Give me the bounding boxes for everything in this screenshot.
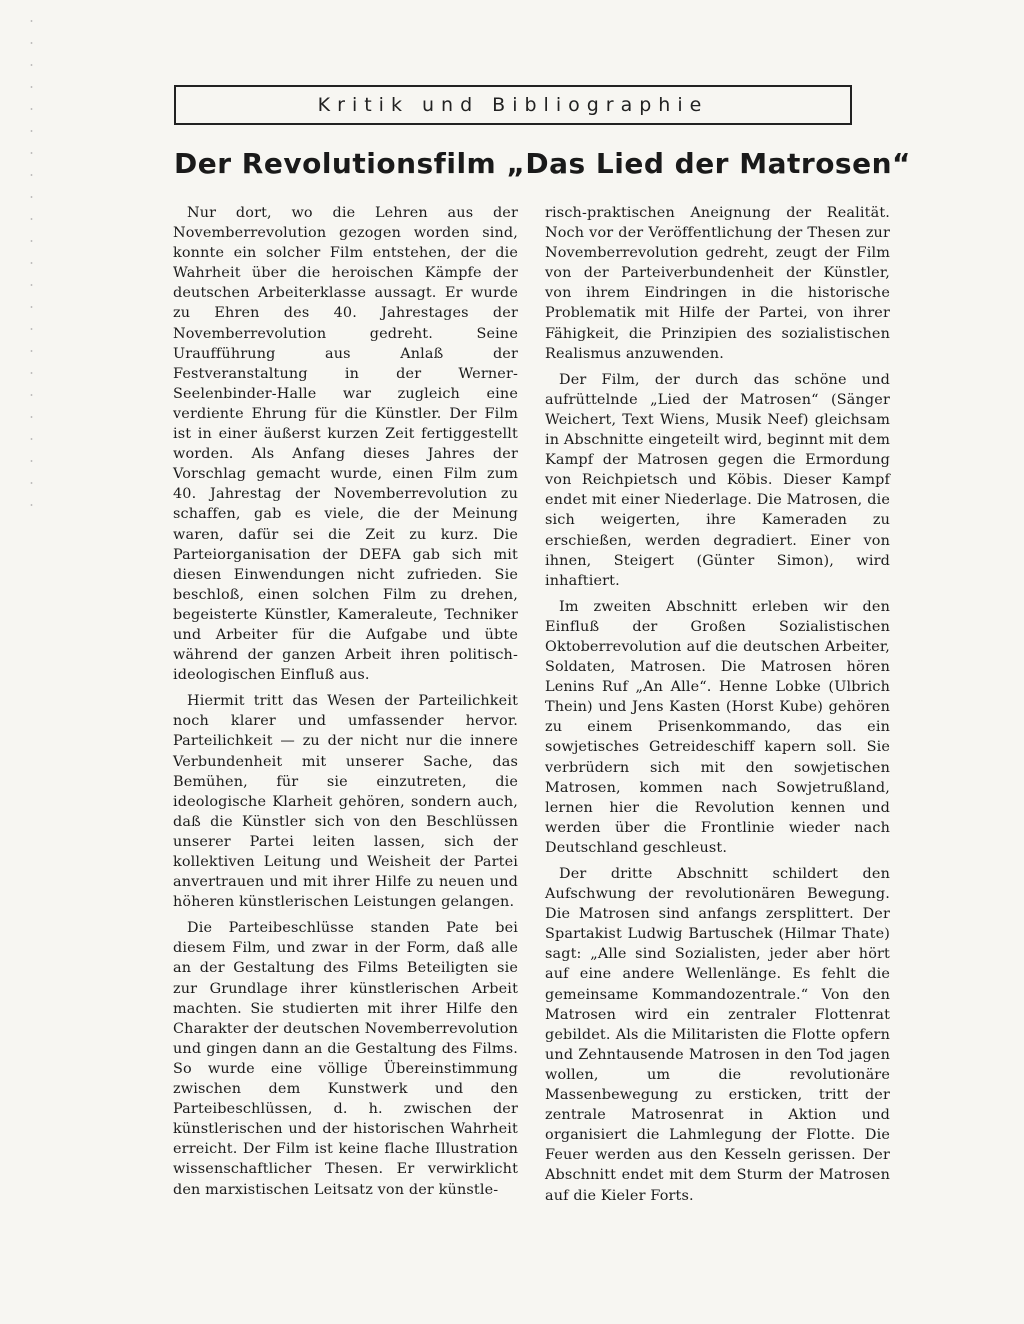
paragraph: Im zweiten Abschnitt erleben wir den Einfluß der Großen Sozialistischen Oktoberrevolution auf die deutschen Arbeiter, Soldaten, Matrosen. Die Matrosen hören Lenins Ruf „An Alle“. Henne Lobke (Ulbrich Thein) und Jens Kasten (Horst Kube) gehören zu einem Prisenkommando, das ein sowjetisches Getreideschiff kapern soll. Sie verbrüdern sich mit den sowjetischen Matrosen, kommen nach Sowjetrußland, lernen hier die Revolution kennen und werden über die Frontlinie wieder nach Deutschland geschleust.: [545, 598, 890, 856]
section-title: Kritik und Bibliographie: [317, 94, 709, 116]
paragraph-continuation: risch-praktischen Aneignung der Realität. Noch vor der Veröffentlichung der Thesen zur Novemberrevolution gedreht, zeugt der Film von der Parteiverbundenheit der Künstler, von ihrem Eindringen in die historische Problematik mit Hilfe der Partei, von ihrer Fähigkeit, die Prinzipien des sozialistischen Realismus anzuwenden.: [545, 205, 890, 362]
paragraph: Der Film, der durch das schöne und aufrüttelnde „Lied der Matrosen“ (Sänger Weichert, Text Wiens, Musik Neef) gleichsam in Abschnitte eingeteilt wird, beginnt mit dem Kampf der Matrosen gegen die Ermordung von Reichpietsch und Köbis. Dieser Kampf endet mit einer Niederlage. Die Matrosen, die sich weigerten, ihre Kameraden zu erschießen, werden degradiert. Einer von ihnen, Steigert (Günter Simon), wird inhaftiert.: [545, 371, 890, 589]
article-title: Der Revolutionsfilm „Das Lied der Matrosen“: [174, 147, 911, 180]
paragraph: Nur dort, wo die Lehren aus der Novemberrevolution gezogen worden sind, konnte ein solcher Film entstehen, der die Wahrheit über die heroischen Kämpfe der deutschen Arbeiterklasse aussagt. Er wurde zu Ehren des 40. Jahrestages der Novemberrevolution gedreht. Seine Uraufführung aus Anlaß der Festveranstaltung in der Werner-Seelenbinder-Halle war zugleich eine verdiente Ehrung für die Künstler. Der Film ist in einer äußerst kurzen Zeit fertiggestellt worden. Als Anfang dieses Jahres der Vorschlag gemacht wurde, einen Film zum 40. Jahrestag der Novemberrevolution zu schaffen, gab es viele, die der Meinung waren, dafür sei die Zeit zu kurz. Die Parteiorganisation der DEFA gab sich mit diesen Einwendungen nicht zufrieden. Sie beschloß, einen solchen Film zu drehen, begeisterte Künstler, Kameraleute, Techniker und Arbeiter für die Aufgabe und übte während der ganzen Arbeit ihren politisch-ideologischen Einfluß aus.: [173, 205, 518, 684]
section-header-box: [174, 85, 852, 125]
paragraph: Hiermit tritt das Wesen der Parteilichkeit noch klarer und umfassender hervor. Parteilichkeit — zu der nicht nur die innere Verbundenheit mit unserer Sache, das Bemühen, für sie einzutreten, die ideologische Klarheit gehören, sondern auch, daß die Künstler sich von den Beschlüssen unserer Partei leiten lassen, sich der kollektiven Leitung und Weisheit der Partei anvertrauen und mit ihrer Hilfe zu neuen und höheren künstlerischen Leistungen gelangen.: [173, 693, 518, 911]
right-column: [545, 203, 890, 1212]
scan-edge-dots: [30, 10, 33, 510]
paragraph: Die Parteibeschlüsse standen Pate bei diesem Film, und zwar in der Form, daß alle an der Gestaltung des Films Beteiligten sie zur Grundlage ihrer künstlerischen Arbeit machten. Sie studierten mit ihrer Hilfe den Charakter der deutschen Novemberrevolution und gingen dann an die Gestaltung des Films. So wurde eine völlige Übereinstimmung zwischen dem Kunstwerk und den Parteibeschlüssen, d. h. zwischen der künstlerischen und der historischen Wahrheit erreicht. Der Film ist keine flache Illustration wissenschaftlicher Thesen. Er verwirklicht den marxistischen Leitsatz von der künstle-: [173, 920, 518, 1198]
paragraph: Der dritte Abschnitt schildert den Aufschwung der revolutionären Bewegung. Die Matrosen sind anfangs zersplittert. Der Spartakist Ludwig Bartuschek (Hilmar Thate) sagt: „Alle sind Sozialisten, jeder aber hört auf eine andere Wellenlänge. Es fehlt die gemeinsame Kommandozentrale.“ Von den Matrosen wird ein zentraler Flottenrat gebildet. Als die Militaristen die Flotte opfern und Zehntausende Matrosen in den Tod jagen wollen, um die revolutionäre Massenbewegung zu ersticken, tritt der zentrale Matrosenrat in Aktion und organisiert die Lahmlegung der Flotte. Die Feuer werden aus den Kesseln gerissen. Der Abschnitt endet mit dem Sturm der Matrosen auf die Kieler Forts.: [545, 866, 890, 1204]
left-column: [173, 203, 518, 1206]
